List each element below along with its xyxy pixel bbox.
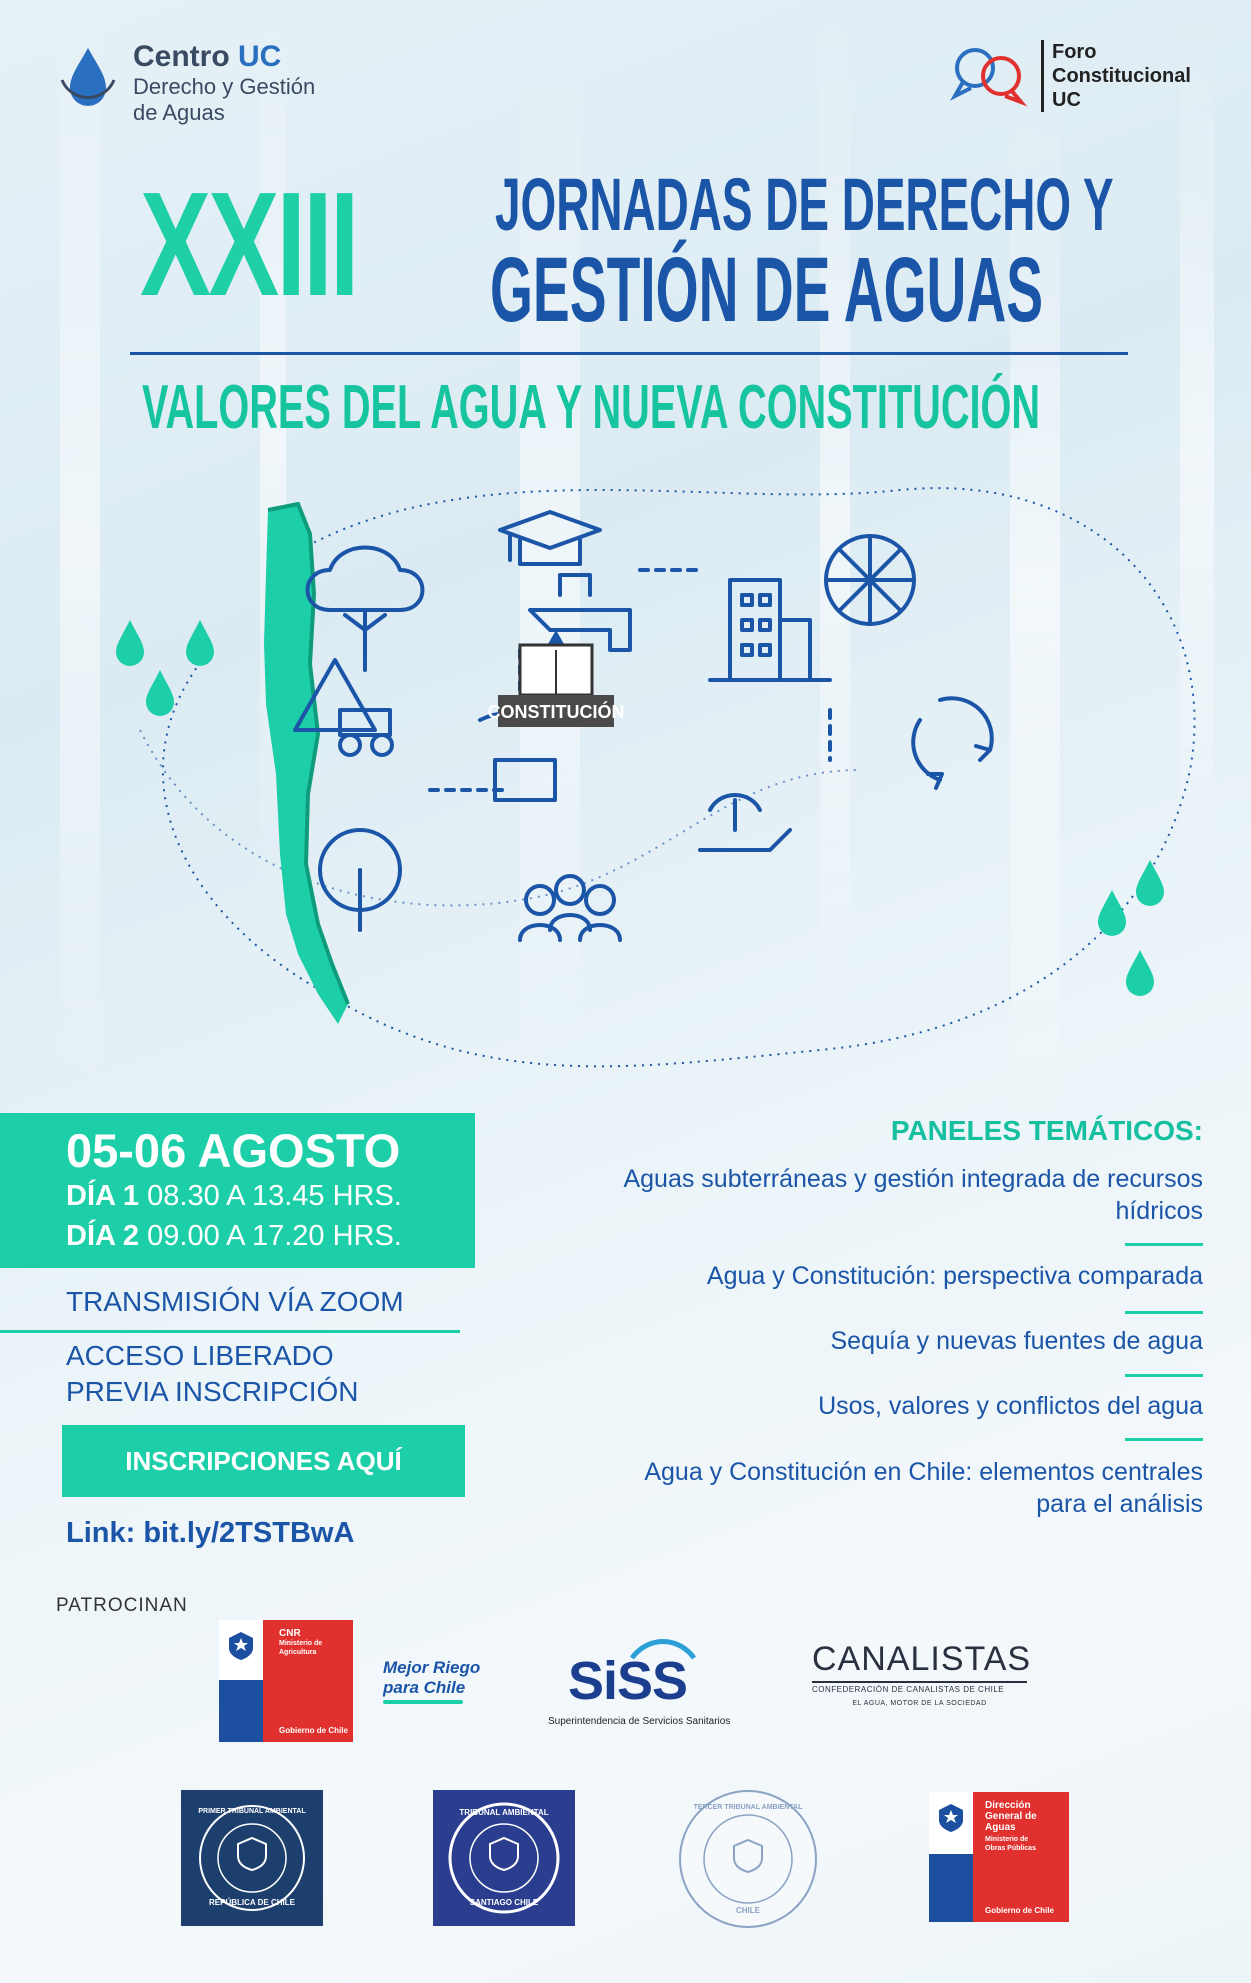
canalistas-name: CANALISTAS	[812, 1640, 1032, 1678]
dga-line3: Aguas	[985, 1822, 1016, 1833]
registration-link[interactable]: Link: bit.ly/2TSTBwA	[66, 1517, 355, 1549]
canalistas-tagline: EL AGUA, MOTOR DE LA SOCIEDAD	[852, 1700, 987, 1707]
speech-bubbles-icon	[945, 42, 1035, 107]
riego-line2: para Chile	[383, 1678, 466, 1697]
tribunal2-bottom: SANTIAGO CHILE	[469, 1898, 539, 1907]
day1-label: DÍA 1	[66, 1180, 140, 1212]
access-line2: PREVIA INSCRIPCIÓN	[66, 1376, 359, 1407]
dga-line4: Ministerio de	[985, 1836, 1029, 1843]
tribunal-santiago-logo	[433, 1790, 575, 1926]
transmission-info: TRANSMISIÓN VÍA ZOOM	[66, 1286, 404, 1317]
tribunal3-bottom: CHILE	[736, 1906, 760, 1915]
dga-footer: Gobierno de Chile	[985, 1906, 1054, 1915]
panel-item: Agua y Constitución: perspectiva comparada	[706, 1262, 1203, 1290]
sponsors-label: PATROCINAN	[56, 1595, 188, 1616]
day2-time: 09.00 A 17.20 HRS.	[147, 1220, 402, 1252]
panel-item: Aguas subterráneas y gestión integrada de recursos hídricos	[623, 1165, 1203, 1225]
water-drop-logo-icon	[48, 40, 128, 120]
chile-map-icon	[264, 504, 348, 1024]
logo-title-b: UC	[238, 40, 282, 73]
day2-label: DÍA 2	[66, 1220, 140, 1252]
foro-constitucional-logo	[1041, 40, 1191, 112]
panel-item: Agua y Constitución en Chile: elementos centrales para el análisis	[644, 1458, 1203, 1518]
panel-divider	[1125, 1243, 1203, 1246]
title-divider	[130, 352, 1128, 355]
dga-line5: Obras Públicas	[985, 1845, 1036, 1852]
panel-divider	[1125, 1374, 1203, 1377]
access-line1: ACCESO LIBERADO	[66, 1340, 334, 1371]
canalistas-logo	[812, 1640, 1032, 1707]
riego-line1: Mejor Riego	[383, 1658, 481, 1677]
panel-item: Sequía y nuevas fuentes de agua	[830, 1327, 1203, 1355]
cnr-line3: Agricultura	[279, 1649, 317, 1656]
chile-shield-icon	[225, 1628, 257, 1660]
foro-line3: UC	[1052, 89, 1081, 111]
cnr-logo	[219, 1620, 353, 1742]
dga-logo	[929, 1792, 1069, 1922]
tribunal1-bottom: REPÚBLICA DE CHILE	[209, 1898, 295, 1907]
tribunal1-top: PRIMER TRIBUNAL AMBIENTAL	[198, 1808, 306, 1815]
siss-name: SiSS	[568, 1651, 688, 1711]
title-line1: JORNADAS DE DERECHO Y	[495, 163, 1114, 246]
logo-title-a: Centro	[133, 40, 230, 73]
foro-line2: Constitucional	[1052, 65, 1191, 87]
info-divider	[0, 1330, 460, 1333]
day1-schedule	[66, 1180, 402, 1213]
subtitle: VALORES DEL AGUA Y NUEVA CONSTITUCIÓN	[142, 373, 1041, 442]
panel-divider	[1125, 1438, 1203, 1441]
day2-schedule	[66, 1220, 402, 1253]
chile-shield-icon	[935, 1800, 967, 1832]
cnr-line1: CNR	[279, 1628, 301, 1639]
event-dates: 05-06 AGOSTO	[66, 1124, 401, 1177]
panel-item: Usos, valores y conflictos del agua	[818, 1392, 1203, 1420]
logo-line1: Derecho y Gestión	[133, 74, 316, 99]
logo-line2: de Aguas	[133, 100, 225, 125]
panels-title: PANELES TEMÁTICOS:	[890, 1115, 1203, 1146]
foro-line1: Foro	[1052, 41, 1097, 63]
canalistas-sub: CONFEDERACIÓN DE CANALISTAS DE CHILE	[812, 1685, 1005, 1694]
day1-time: 08.30 A 13.45 HRS.	[147, 1180, 402, 1212]
tribunal3-top: TERCER TRIBUNAL AMBIENTAL	[693, 1804, 803, 1811]
water-themes-illustration	[100, 470, 1230, 1140]
book-label: CONSTITUCIÓN	[487, 702, 625, 722]
title-line2: GESTIÓN DE AGUAS	[490, 239, 1044, 341]
tercer-tribunal-logo	[675, 1786, 821, 1932]
siss-logo	[540, 1632, 750, 1732]
cnr-footer: Gobierno de Chile	[279, 1726, 348, 1735]
siss-sub: Superintendencia de Servicios Sanitarios	[548, 1716, 731, 1727]
panel-divider	[1125, 1311, 1203, 1314]
tribunal2-top: TRIBUNAL AMBIENTAL	[459, 1808, 549, 1817]
dga-line1: Dirección	[985, 1800, 1031, 1811]
title-numeral: XXIII	[140, 162, 357, 327]
centro-uc-logo	[133, 40, 315, 126]
register-button[interactable]: INSCRIPCIONES AQUÍ	[62, 1425, 465, 1497]
primer-tribunal-logo	[181, 1790, 323, 1926]
cnr-line2: Ministerio de	[279, 1640, 323, 1647]
mejor-riego-logo	[383, 1658, 480, 1704]
dga-line2: General de	[985, 1811, 1037, 1822]
